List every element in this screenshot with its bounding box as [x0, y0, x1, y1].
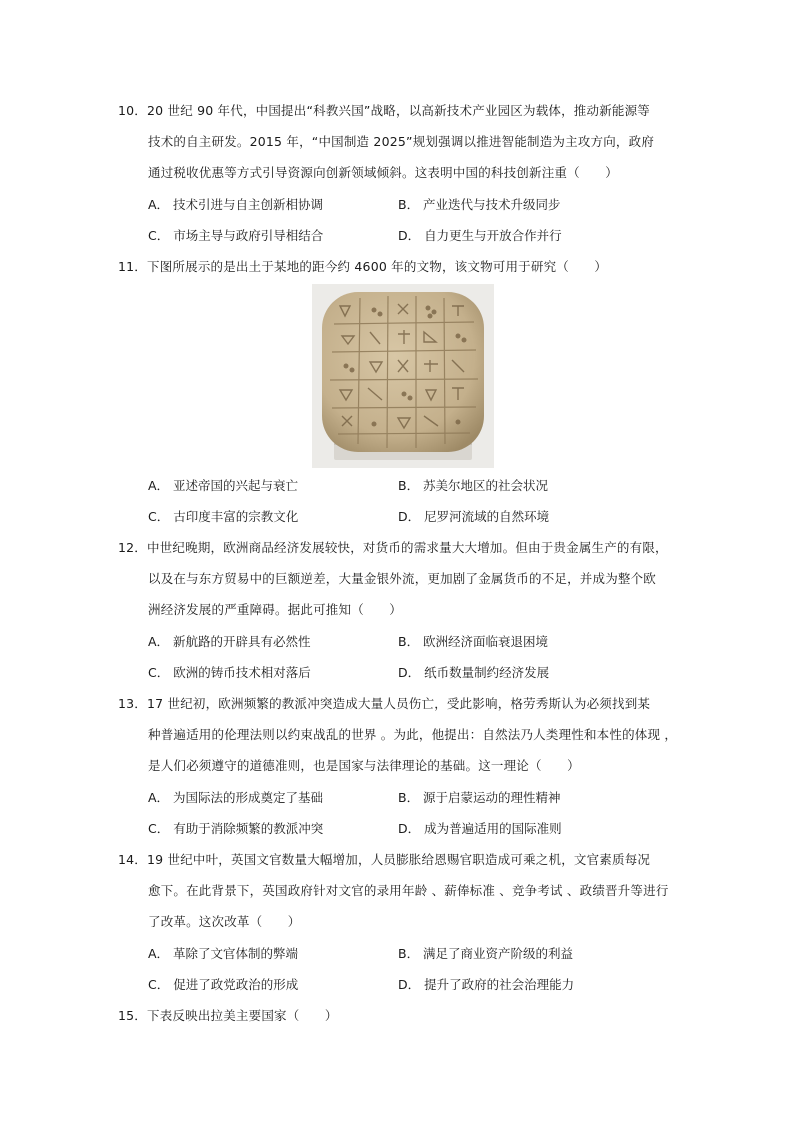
- question-10-option-b: B． 产业迭代与技术升级同步: [398, 197, 561, 212]
- question-13-line-2: 种普遍适用的伦理法则以约束战乱的世界 。为此，他提出：自然法乃人类理性和本性的体现 ，: [148, 727, 678, 742]
- question-14-line-3: 了改革。这次改革（ ）: [148, 914, 301, 929]
- question-11-option-a: A． 亚述帝国的兴起与衰亡: [148, 478, 299, 493]
- question-14-option-d: D． 提升了政府的社会治理能力: [398, 977, 575, 992]
- question-14-option-a: A． 革除了文官体制的弊端: [148, 946, 299, 961]
- question-12-line-1: 12．中世纪晚期，欧洲商品经济发展较快，对货币的需求量大大增加。但由于贵金属生产的有限，: [118, 540, 668, 555]
- question-12-line-3: 洲经济发展的严重障碍。据此可推知（ ）: [148, 602, 403, 617]
- question-11-line-1: 11．下图所展示的是出土于某地的距今约 4600 年的文物，该文物可用于研究（ ）: [118, 259, 608, 274]
- question-10-line-2: 技术的自主研发。2015 年，“中国制造 2025”规划强调以推进智能制造为主攻方向，政府: [148, 134, 655, 149]
- clay-tablet-image: [312, 284, 494, 468]
- question-11-option-d: D． 尼罗河流域的自然环境: [398, 509, 550, 524]
- question-10-option-c: C． 市场主导与政府引导相结合: [148, 228, 324, 243]
- question-14-line-1: 14．19 世纪中叶，英国文官数量大幅增加，人员膨胀给恩赐官职造成可乘之机，文官素质每况: [118, 852, 651, 867]
- question-15-line-1: 15．下表反映出拉美主要国家（ ）: [118, 1008, 338, 1023]
- question-13-option-a: A． 为国际法的形成奠定了基础: [148, 790, 324, 805]
- question-11-option-b: B． 苏美尔地区的社会状况: [398, 478, 549, 493]
- question-14-line-2: 愈下。在此背景下，英国政府针对文官的录用年龄 、薪俸标准 、竞争考试 、政绩晋升等进行: [148, 883, 669, 898]
- question-10-option-d: D． 自力更生与开放合作并行: [398, 228, 562, 243]
- question-12-option-c: C． 欧洲的铸币技术相对落后: [148, 665, 311, 680]
- question-13-option-d: D． 成为普遍适用的国际准则: [398, 821, 562, 836]
- question-10-option-a: A． 技术引进与自主创新相协调: [148, 197, 324, 212]
- question-13-option-b: B． 源于启蒙运动的理性精神: [398, 790, 561, 805]
- question-10-number: 10．: [118, 103, 148, 118]
- question-13-line-1: 13．17 世纪初，欧洲频繁的教派冲突造成大量人员伤亡，受此影响，格劳秀斯认为必须找到某: [118, 696, 651, 711]
- question-13-number: 13．: [118, 696, 148, 711]
- question-14-option-c: C． 促进了政党政治的形成: [148, 977, 299, 992]
- question-10-line-1: 10．20 世纪 90 年代，中国提出“科教兴国”战略，以高新技术产业园区为载体，推动新能源等: [118, 103, 651, 118]
- question-12-option-a: A． 新航路的开辟具有必然性: [148, 634, 311, 649]
- question-13-line-3: 是人们必须遵守的道德准则，也是国家与法律理论的基础。这一理论（ ）: [148, 758, 580, 773]
- question-12-line-2: 以及在与东方贸易中的巨额逆差，大量金银外流，更加剧了金属货币的不足，并成为整个欧: [148, 571, 657, 586]
- question-12-option-b: B． 欧洲经济面临衰退困境: [398, 634, 549, 649]
- question-14-number: 14．: [118, 852, 148, 867]
- question-12-option-d: D． 纸币数量制约经济发展: [398, 665, 550, 680]
- cuneiform-tablet-icon: [312, 284, 494, 468]
- question-11-option-c: C． 古印度丰富的宗教文化: [148, 509, 299, 524]
- question-12-number: 12．: [118, 540, 148, 555]
- question-10-line-3: 通过税收优惠等方式引导资源向创新领域倾斜。这表明中国的科技创新注重（ ）: [148, 165, 618, 180]
- question-13-option-c: C． 有助于消除频繁的教派冲突: [148, 821, 324, 836]
- question-11-number: 11．: [118, 259, 148, 274]
- question-14-option-b: B． 满足了商业资产阶级的利益: [398, 946, 574, 961]
- question-15-number: 15．: [118, 1008, 148, 1023]
